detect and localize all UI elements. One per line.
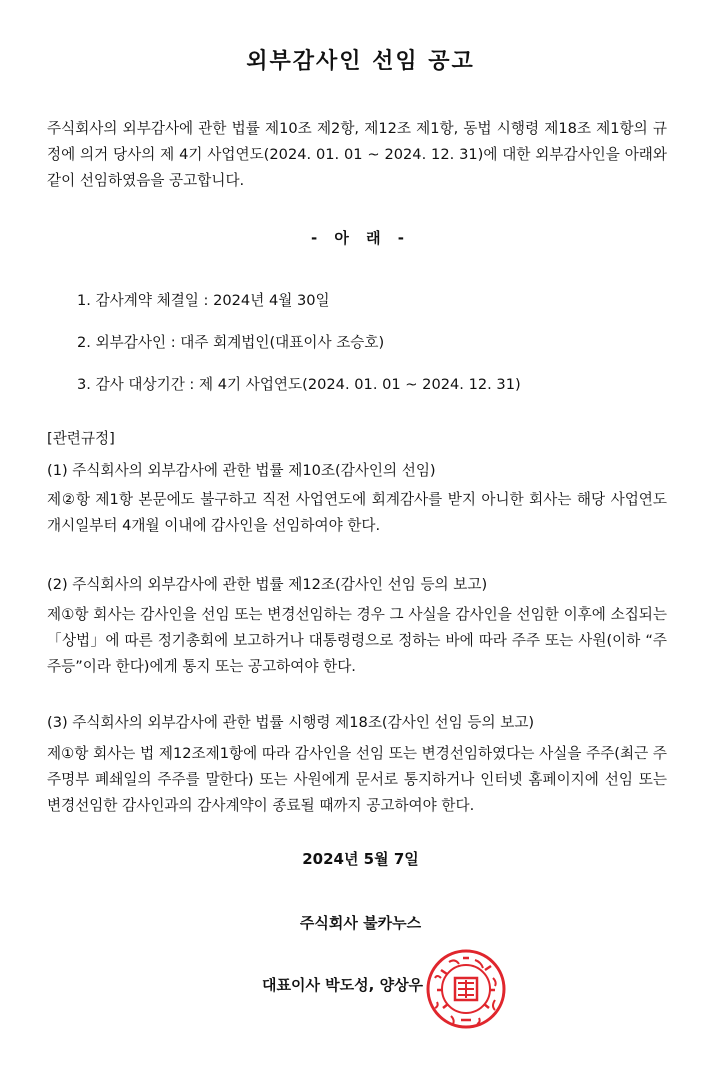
- page-title: 외부감사인 선임 공고: [246, 49, 475, 74]
- list-item-auditor: 2. 외부감사인 : 대주 회계법인(대표이사 조승호): [77, 334, 385, 351]
- section-2-heading: (2) 주식회사의 외부감사에 관한 법률 제12조(감사인 선임 등의 보고): [47, 576, 488, 593]
- section-2-body: 제①항 회사는 감사인을 선임 또는 변경선임하는 경우 그 사실을 감사인을 선임한 이후에 소집되는 「상법」에 따른 정기총회에 보고하거나 대통령령으로 정하는 바에 따라 주주 또는 사원(이하 “주주등”이라 한다)에게 통지 또는 공고하여야 한다.: [47, 606, 667, 675]
- list-item-audit-period: 3. 감사 대상기간 : 제 4기 사업연도(2024. 01. 01 ~ 2024. 12. 31): [77, 376, 521, 393]
- section-3-body: 제①항 회사는 법 제12조제1항에 따라 감사인을 선임 또는 변경선임하였다는 사실을 주주(최근 주주명부 폐쇄일의 주주를 말한다) 또는 사원에게 문서로 통지하거나 인터넷 홈페이지에 선임 또는 변경선임한 감사인과의 감사계약이 종료될 때까지 공고하여야 한다.: [47, 745, 667, 814]
- red-company-seal-icon: [425, 948, 507, 1030]
- notice-date: 2024년 5월 7일: [302, 850, 419, 868]
- list-item-contract-date: 1. 감사계약 체결일 : 2024년 4월 30일: [77, 292, 330, 309]
- arae-divider: - 아 래 -: [310, 229, 411, 247]
- intro-paragraph: 주식회사의 외부감사에 관한 법률 제10조 제2항, 제12조 제1항, 동법 시행령 제18조 제1항의 규정에 의거 당사의 제 4기 사업연도(2024. 01. 01 ~ 2024. 12. 31)에 대한 외부감사인을 아래와 같이 선임하였음을 공고합니다.: [47, 120, 667, 189]
- ceo-names: 대표이사 박도성, 양상우: [262, 976, 424, 994]
- section-3-heading: (3) 주식회사의 외부감사에 관한 법률 시행령 제18조(감사인 선임 등의 보고): [47, 714, 535, 731]
- related-regulations-heading: [관련규정]: [47, 430, 115, 447]
- section-1-heading: (1) 주식회사의 외부감사에 관한 법률 제10조(감사인의 선임): [47, 462, 436, 479]
- company-name: 주식회사 불카누스: [299, 914, 422, 932]
- section-1-body: 제②항 제1항 본문에도 불구하고 직전 사업연도에 회계감사를 받지 아니한 회사는 해당 사업연도 개시일부터 4개월 이내에 감사인을 선임하여야 한다.: [47, 491, 667, 534]
